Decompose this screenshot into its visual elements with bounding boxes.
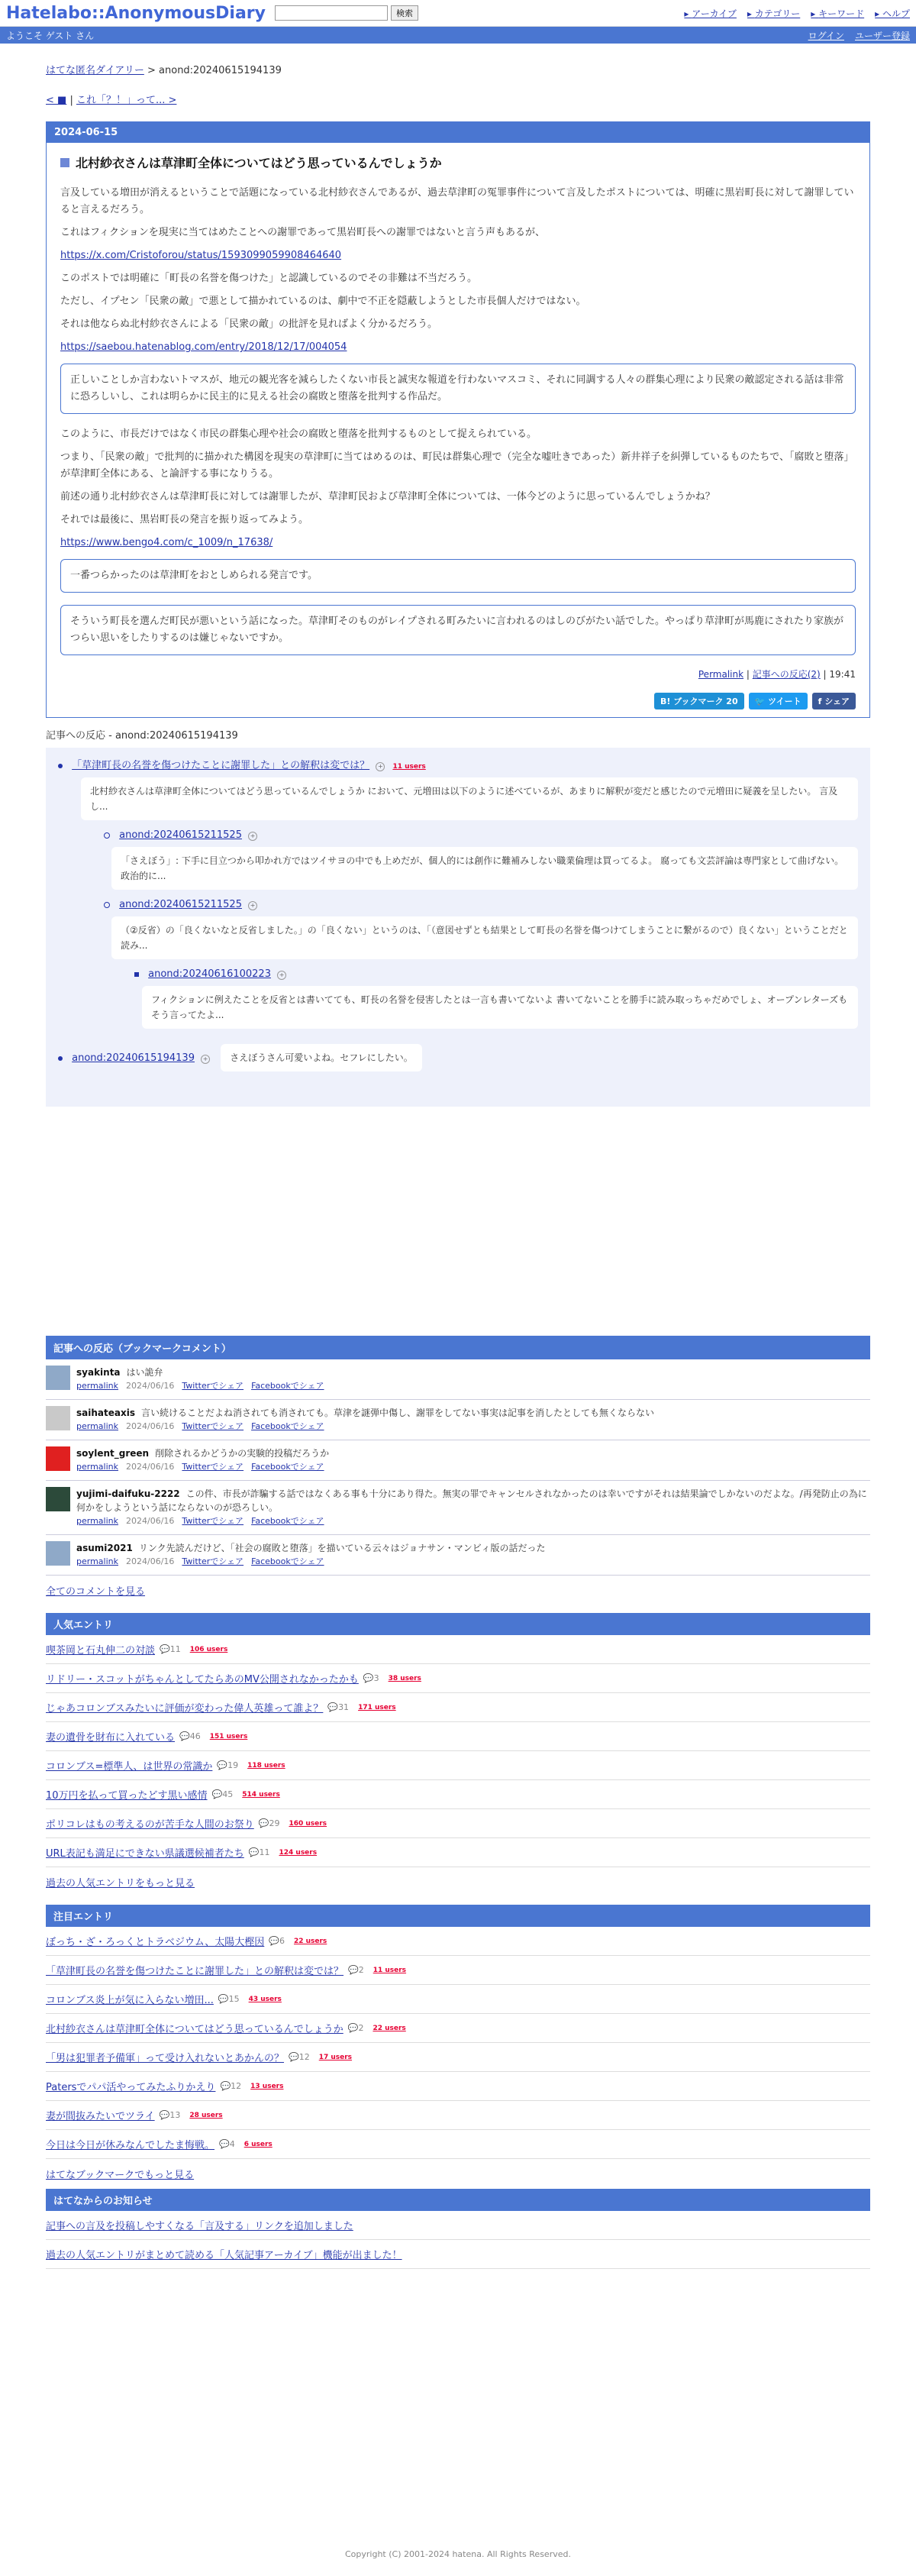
users-badge[interactable]: 38 users (388, 1674, 421, 1682)
expand-icon[interactable]: + (201, 1055, 210, 1064)
bookmark-permalink[interactable]: permalink (76, 1556, 118, 1566)
list-item (46, 1927, 870, 1956)
facebook-share-link[interactable]: Facebookでシェア (251, 1421, 324, 1431)
search-area (275, 5, 418, 21)
list-item (46, 2101, 870, 2130)
prev-entry-link[interactable]: < ■ (46, 95, 67, 106)
comment-icon: 💬12 (220, 2081, 242, 2091)
hot-header: 注目エントリ (46, 1905, 870, 1927)
bengo4-link[interactable]: https://www.bengo4.com/c_1009/n_17638/ (60, 537, 273, 548)
comment-icon: 💬13 (159, 2110, 181, 2120)
bookmark-row (46, 1535, 870, 1576)
breadcrumb (46, 62, 870, 76)
refs-title: 記事への反応 - anond:20240615194139 (46, 730, 238, 742)
bookmark-row (46, 1400, 870, 1440)
users-badge[interactable]: 118 users (247, 1761, 285, 1770)
entry-link[interactable]: 妻の遺骨を財布に入れている (46, 1732, 176, 1744)
ref-link[interactable]: anond:20240616100223 (148, 968, 271, 980)
paragraph: それでは最後に、黒岩町長の発言を振り返ってみよう。 (60, 514, 309, 525)
facebook-share-link[interactable]: Facebookでシェア (251, 1516, 324, 1526)
entry-link[interactable]: Patersでパパ活やってみたふりかえり (46, 2082, 216, 2093)
twitter-share-link[interactable]: Twitterでシェア (182, 1381, 244, 1391)
comment-icon: 💬2 (348, 1965, 364, 1975)
prev-next-nav (46, 92, 870, 106)
news-list (46, 2211, 870, 2269)
nav-archive[interactable]: ▸ アーカイブ (684, 8, 737, 19)
entry-title (60, 154, 856, 171)
bookmark-comment: この件、市長が詐騙する話ではなくある事も十分にあり得た。無実の罪でキャンセルされなかったのは幸いですがそれは結果論でしかないのだよな。/再発防止の為に何かをしようという話にならないのが恐ろしい。 (76, 1488, 867, 1513)
facebook-icon: f (818, 697, 825, 706)
blockquote: そういう町長を選んだ町民が悪いという話になった。草津町そのものがレイプされる町みたいに言われるのはしのびがたい話でした。やっぱり草津町が馬鹿にされたり家族がつらい思いをしたりするのは嫌じゃないですか。 (60, 605, 856, 655)
refs-link[interactable]: 記事への反応(2) (752, 669, 821, 680)
more-hatena-link[interactable]: はてなブックマークでもっと見る (46, 2170, 195, 2181)
bookmark-row (46, 1481, 870, 1535)
entry-link[interactable]: 「男は犯罪者予備軍」って受け入れないとあかんの？ (46, 2053, 285, 2064)
list-item (46, 2014, 870, 2043)
list-item (46, 2240, 870, 2269)
comment-icon: 💬46 (179, 1731, 201, 1741)
login-link[interactable]: ログイン (808, 30, 844, 41)
blockquote: 正しいことしか言わないトマスが、地元の観光客を減らしたくない市長と誠実な報道を行わないマスコミ、それに同調する人々の群集心理により民衆の敵認定される話は非常に恐ろしいし、これは明らかに民主的に見える社会の腐敗と堕落を批判する作品だ。 (60, 364, 856, 414)
facebook-share-link[interactable]: Facebookでシェア (251, 1556, 324, 1566)
list-item (46, 2072, 870, 2101)
users-badge[interactable]: 151 users (209, 1732, 248, 1740)
bookmark-comment: リンク先読んだけど、「社会の腐敗と堕落」を描いている云々はジョナサン・マンビィ版の話だった (138, 1543, 546, 1553)
paragraph: ただし、イプセン「民衆の敵」で悪として描かれているのは、劇中で不正を隠蔽しようとした市長個人だけではない。 (60, 296, 586, 307)
bookmark-user[interactable]: saihateaxis (76, 1408, 135, 1418)
avatar[interactable] (46, 1487, 70, 1511)
comment-icon: 💬6 (269, 1936, 285, 1946)
twitter-share-link[interactable]: Twitterでシェア (182, 1556, 244, 1566)
facebook-share-link[interactable]: Facebookでシェア (251, 1381, 324, 1391)
ref-link[interactable]: anond:20240615194139 (72, 1052, 195, 1064)
entry-link[interactable]: ぼっち・ざ・ろっくとトラベジウム、太陽大樫因 (46, 1937, 265, 1948)
search-input[interactable] (275, 5, 388, 21)
site-logo[interactable]: Hatelabo::AnonymousDiary (6, 3, 266, 23)
nav-keyword[interactable]: ▸ キーワード (811, 8, 865, 19)
ref-item (58, 757, 858, 820)
bookmark-row (46, 1359, 870, 1400)
welcome-bar (0, 27, 916, 44)
comment-icon: 💬11 (248, 1847, 270, 1857)
users-badge[interactable]: 28 users (189, 2111, 223, 2119)
comment-icon: 💬4 (219, 2139, 235, 2149)
bullet-icon (58, 1056, 63, 1061)
bookmark-date: 2024/06/16 (126, 1462, 175, 1472)
popular-list (46, 1635, 870, 1867)
bullet-icon (104, 902, 110, 908)
list-item (46, 1838, 870, 1867)
search-button[interactable]: 検索 (391, 5, 418, 21)
users-badge[interactable]: 22 users (293, 1937, 327, 1945)
entry-title-text: 北村紗衣さんは草津町全体についてはどう思っているんでしょうか (76, 156, 442, 170)
list-item (46, 1693, 870, 1722)
nav-category[interactable]: ▸ カテゴリー (747, 8, 801, 19)
list-item (46, 1985, 870, 2014)
bookmark-permalink[interactable]: permalink (76, 1516, 118, 1526)
entry-link[interactable]: リドリー・スコットがちゃんとしてたらあのMV公開されなかったかも (46, 1674, 359, 1686)
entry-link[interactable]: コロンブス炎上が気に入らない増田... (46, 1995, 214, 2006)
entry-link[interactable]: 「草津町長の名誉を傷つけたことに謝罪した」との解釈は変では？ (46, 1966, 344, 1977)
bookmark-comments-header: 記事への反応（ブックマークコメント） (46, 1336, 870, 1359)
bookmark-date: 2024/06/16 (126, 1381, 175, 1391)
bookmark-permalink[interactable]: permalink (76, 1381, 118, 1391)
entry-link[interactable]: 今日は今日が休みなんでしたま悔戦。 (46, 2140, 215, 2151)
entry-link[interactable]: 喫茶岡と石丸伸二の対談 (46, 1645, 156, 1656)
facebook-share-button[interactable]: f シェア (812, 693, 856, 709)
bullet-icon (134, 972, 139, 977)
ref-excerpt: さえぼうさん可愛いよね。セフレにしたい。 (221, 1044, 422, 1071)
twitter-share-link[interactable]: Twitterでシェア (182, 1516, 244, 1526)
bookmark-permalink[interactable]: permalink (76, 1462, 118, 1472)
paragraph: このように、市長だけではなく市民の群集心理や社会の腐敗と堕落を批判するものとして捉えられている。 (60, 428, 537, 440)
users-badge[interactable]: 124 users (279, 1848, 318, 1857)
ref-item (134, 968, 858, 1029)
users-badge[interactable]: 106 users (189, 1645, 228, 1653)
facebook-share-link[interactable]: Facebookでシェア (251, 1462, 324, 1472)
main-container (46, 44, 870, 2269)
expand-icon[interactable]: + (277, 971, 286, 980)
list-item (46, 1722, 870, 1751)
comment-icon: 💬31 (327, 1702, 350, 1712)
bullet-icon (58, 764, 63, 768)
avatar[interactable] (46, 1366, 70, 1390)
avatar[interactable] (46, 1446, 70, 1471)
bookmark-permalink[interactable]: permalink (76, 1421, 118, 1431)
bookmark-date: 2024/06/16 (126, 1421, 175, 1431)
avatar[interactable] (46, 1541, 70, 1566)
comment-icon: 💬15 (218, 1994, 240, 2004)
bookmark-user[interactable]: yujimi-daifuku-2222 (76, 1488, 180, 1499)
bookmark-user[interactable]: soylent_green (76, 1448, 150, 1459)
comment-icon: 💬2 (347, 2023, 364, 2033)
ref-excerpt: 「さえぼう」: 下手に目立つから叩かれ方ではツイサヨの中でも上めだが、個人的には創作に難補みしない職業倫理は買ってるよ。 腐っても文芸評論は専門家として曲げない。 政治的に... (111, 847, 858, 890)
paragraph: 言及している増田が消えるということで話題になっている北村紗衣さんであるが、過去草津町の冤罪事件について言及したポストについては、明確に黒岩町長に対して謝罪していると言えるだろう。 (60, 187, 854, 215)
ref-link[interactable]: 「草津町長の名誉を傷つけたことに謝罪した」との解釈は変では？ (72, 760, 370, 771)
twitter-share-link[interactable]: Twitterでシェア (182, 1421, 244, 1431)
entry-link[interactable]: URL表記も満足にできない県議選候補者たち (46, 1848, 244, 1860)
blockquote: 一番つらかったのは草津町をおとしめられる発言です。 (60, 559, 856, 593)
entry-link[interactable]: コロンブス=標準人、は世界の常識か (46, 1761, 213, 1773)
paragraph: それは他ならぬ北村紗衣さんによる「民衆の敵」の批評を見ればよく分かるだろう。 (60, 318, 438, 330)
permalink[interactable]: Permalink (698, 669, 744, 680)
bird-icon: 🐦 (754, 697, 769, 706)
welcome-text: ようこそ ゲスト さん (6, 30, 95, 41)
more-popular-link[interactable]: 過去の人気エントリをもっと見る (46, 1878, 195, 1889)
users-badge[interactable]: 171 users (358, 1703, 396, 1711)
expand-icon[interactable]: + (248, 901, 257, 910)
bookmark-list (46, 1359, 870, 1576)
list-item (46, 2043, 870, 2072)
bullet-icon (104, 832, 110, 839)
hot-list (46, 1927, 870, 2159)
entry-link[interactable]: ポリコレはもの考えるのが苦手な人間のお祭り (46, 1819, 254, 1831)
bookmark-user[interactable]: syakinta (76, 1367, 121, 1378)
list-item (46, 1809, 870, 1838)
next-entry-link[interactable]: これ「？！」って... > (76, 95, 177, 106)
prevnext-sep: | (69, 95, 73, 106)
users-badge[interactable]: 514 users (242, 1790, 280, 1799)
paragraph: つまり、「民衆の敵」で批判的に描かれた構図を現実の草津町に当てはめるのは、町民は群集心理で（完全な嘘吐きであった）新井祥子を糾弾しているものたちで、「腐敗と堕落」が草津町全体にある、と論評する事になりうる。 (60, 451, 854, 480)
breadcrumb-sep: > (147, 65, 156, 76)
list-item (46, 2211, 870, 2240)
popular-header: 人気エントリ (46, 1613, 870, 1635)
paragraph: このポストでは明確に「町長の名誉を傷つけた」と認識しているのでその非難は不当だろう。 (60, 273, 478, 284)
entry-link[interactable]: 妻が間抜みたいでツライ (46, 2111, 155, 2122)
bookmark-row (46, 1440, 870, 1481)
breadcrumb-current: anond:20240615194139 (159, 65, 282, 76)
paragraph: 前述の通り北村紗衣さんは草津町長に対しては謝罪したが、草津町民および草津町全体については、一体今どのように思っているんでしょうかね？ (60, 491, 715, 503)
list-item (46, 2130, 870, 2159)
news-link[interactable]: 過去の人気エントリがまとめて読める「人気記事アーカイブ」機能が出ました！ (46, 2250, 402, 2261)
bookmark-comment: はい詭弁 (126, 1367, 163, 1378)
entry-date: 2024-06-15 (47, 122, 869, 143)
ref-excerpt: フィクションに例えたことを反省とは書いてても、町長の名誉を侵害したとは一言も書いてないよ 書いてないことを勝手に読み取っちゃだめでしょ、オープンレターズもそう言ってたよ... (142, 986, 858, 1029)
ref-excerpt: （②反省）の「良くないなと反省しました。」の「良くない」というのは、「（意図せずとも結果として町長の名誉を傷つけてしまうことに繋がるので）良くない」ということだと読み... (111, 916, 858, 959)
users-badge[interactable]: 22 users (373, 2024, 406, 2032)
top-nav (684, 7, 910, 20)
x-post-link[interactable]: https://x.com/Cristoforou/status/1593099059908464640 (60, 250, 342, 261)
users-badge[interactable]: 11 users (373, 1966, 407, 1974)
register-link[interactable]: ユーザー登録 (854, 30, 910, 41)
expand-icon[interactable]: + (376, 762, 385, 771)
tweet-button[interactable]: 🐦 ツイート (749, 693, 808, 709)
footer-copyright: Copyright (C) 2001-2024 hatena. All Rights Reserved. (345, 2549, 571, 2559)
list-item (46, 1780, 870, 1809)
news-header: はてなからのお知らせ (46, 2189, 870, 2211)
users-badge[interactable]: 43 users (248, 1995, 282, 2003)
list-item (46, 1751, 870, 1780)
hatena-bookmark-button[interactable]: B! ブックマーク 20 (654, 693, 744, 709)
ref-item (104, 899, 858, 959)
ad-space (46, 1107, 870, 1336)
saebou-blog-link[interactable]: https://saebou.hatenablog.com/entry/2018/12/17/004054 (60, 341, 347, 353)
comment-icon: 💬3 (363, 1673, 379, 1683)
users-badge[interactable]: 13 users (250, 2082, 284, 2090)
bookmark-comment: 言い続けることだよね消されても消されても。草津を謎弾中傷し、謝罪をしてない事実は記事を消したとしても無くならない (140, 1408, 654, 1418)
ref-item (104, 829, 858, 890)
comment-icon: 💬29 (258, 1818, 280, 1828)
bookmark-user[interactable]: asumi2021 (76, 1543, 133, 1553)
avatar[interactable] (46, 1406, 70, 1430)
ref-link[interactable]: anond:20240615211525 (119, 899, 242, 910)
bookmark-date: 2024/06/16 (126, 1556, 175, 1566)
users-badge[interactable]: 17 users (318, 2053, 353, 2061)
entry-link[interactable]: 北村紗衣さんは草津町全体についてはどう思っているんでしょうか (46, 2024, 344, 2035)
list-item (46, 1664, 870, 1693)
all-comments-link[interactable]: 全てのコメントを見る (46, 1586, 146, 1598)
news-link[interactable]: 記事への言及を投稿しやすくなる「言及する」リンクを追加しました (46, 2221, 353, 2232)
title-square-icon (60, 158, 69, 167)
nav-help[interactable]: ▸ ヘルプ (875, 8, 910, 19)
entry-footer: Permalink | 記事への反応(2) | 19:41 (698, 669, 856, 680)
top-header (0, 0, 916, 27)
breadcrumb-home[interactable]: はてな匿名ダイアリー (46, 65, 144, 76)
entry-time: 19:41 (829, 669, 856, 680)
ref-excerpt: 北村紗衣さんは草津町全体についてはどう思っているんでしょうか において、元増田は以下のように述べているが、あまりに解釈が変だと感じたので元増田に疑義を呈したい。 言及し... (81, 777, 858, 820)
entry-link[interactable]: 10万円を払って買ったどす黒い感情 (46, 1790, 208, 1802)
paragraph: これはフィクションを現実に当てはめたことへの謝罪であって黒岩町長への謝罪ではないと言う声もあるが、 (60, 227, 546, 238)
users-badge[interactable]: 160 users (289, 1819, 327, 1828)
comment-icon: 💬12 (289, 2052, 310, 2062)
users-badge[interactable]: 11 users (392, 763, 426, 771)
list-item (46, 1956, 870, 1985)
comment-icon: 💬11 (160, 1644, 181, 1654)
list-item (46, 1635, 870, 1664)
refs-tree (46, 748, 870, 1107)
comment-icon: 💬19 (217, 1760, 239, 1770)
twitter-share-link[interactable]: Twitterでシェア (182, 1462, 244, 1472)
ref-item (58, 1038, 858, 1081)
expand-icon[interactable]: + (248, 832, 257, 841)
share-buttons (60, 693, 856, 709)
users-badge[interactable]: 6 users (244, 2140, 273, 2148)
comment-icon: 💬45 (211, 1789, 234, 1799)
ref-link[interactable]: anond:20240615211525 (119, 829, 242, 841)
diary-entry (46, 121, 870, 718)
entry-link[interactable]: じゃあコロンブスみたいに評価が変わった偉人英雄って誰よ？ (46, 1703, 324, 1715)
bookmark-date: 2024/06/16 (126, 1516, 175, 1526)
bookmark-comment: 削除されるかどうかの実験的投稿だろうか (155, 1448, 330, 1459)
